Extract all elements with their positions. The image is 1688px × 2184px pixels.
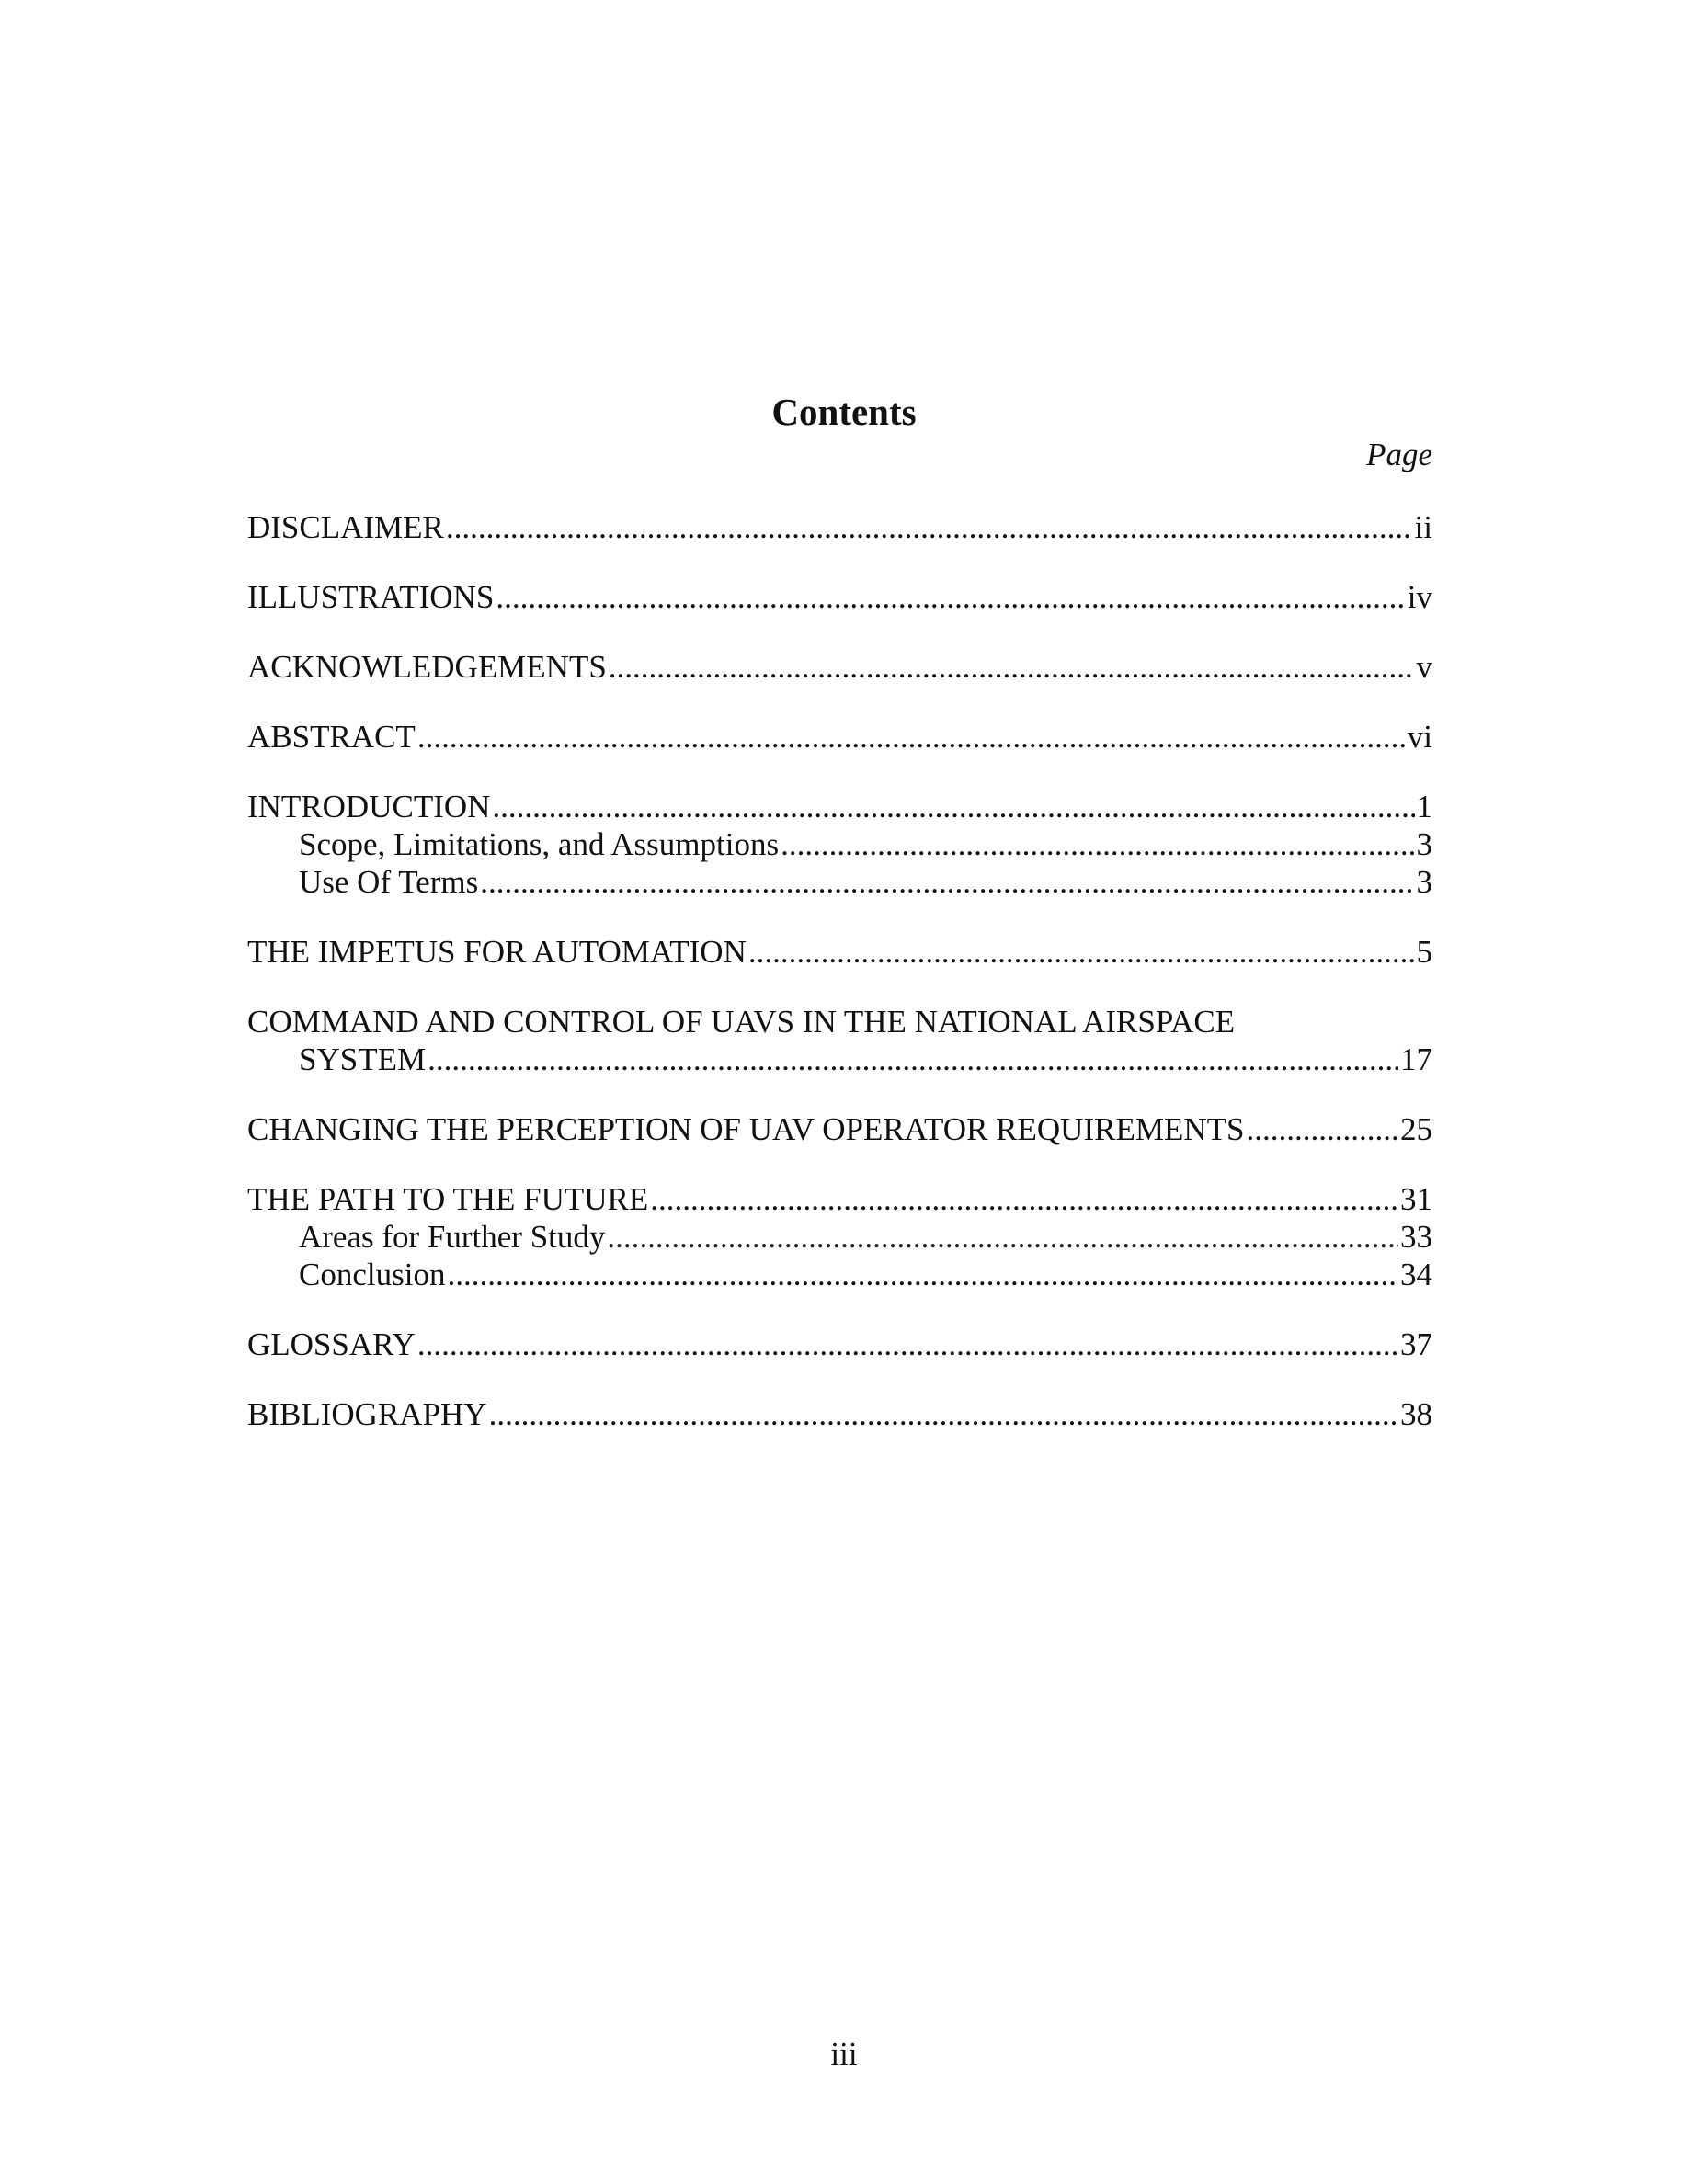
page-number: iii [830,2036,858,2072]
toc-section-glossary [247,1325,1432,1363]
dot-leader [489,1395,1398,1433]
toc-entry-page: ii [1414,509,1432,545]
toc-entry[interactable] [247,1110,1432,1148]
dot-leader [748,933,1415,971]
toc-subentry[interactable] [247,863,1432,901]
toc-subentry-label: Areas for Further Study [299,1219,606,1255]
toc-entry-page: 25 [1400,1111,1432,1147]
toc-entry-page: 5 [1416,934,1432,970]
toc-subentry-page: 33 [1400,1219,1432,1255]
page-column-heading: Page [1366,437,1432,472]
toc-subentry[interactable] [247,1256,1432,1293]
dot-leader [1246,1110,1398,1148]
toc-entry[interactable] [247,788,1432,825]
page-title: Contents [771,391,917,433]
dot-leader [417,718,1406,756]
toc-section-introduction [247,788,1432,901]
toc-entry-label: BIBLIOGRAPHY [247,1396,487,1432]
toc-section-acknowledgements [247,648,1432,686]
toc-subentry-page: 3 [1416,864,1432,900]
toc-entry-label-line1[interactable]: COMMAND AND CONTROL OF UAVS IN THE NATIONAL AIRSPACE [247,1004,1236,1040]
toc-subentry-page: 3 [1416,826,1432,862]
toc-section-illustrations [247,578,1432,616]
toc-entry-page: 31 [1400,1181,1432,1217]
toc-entry-page: 37 [1400,1326,1432,1362]
toc-subentry-label: Scope, Limitations, and Assumptions [299,826,780,862]
toc-entry-label: THE PATH TO THE FUTURE [247,1181,649,1217]
toc-entry-page: vi [1407,719,1432,755]
toc-entry-label: INTRODUCTION [247,789,491,825]
toc-entry-label: ACKNOWLEDGEMENTS [247,649,607,685]
toc-entry-page: 1 [1416,789,1432,825]
toc-section-bibliography [247,1395,1432,1433]
toc-entry-label: GLOSSARY [247,1326,416,1362]
dot-leader [781,825,1414,863]
toc-entry[interactable] [247,1180,1432,1218]
toc-entry[interactable] [247,718,1432,756]
dot-leader [492,788,1414,825]
dot-leader [609,648,1415,686]
dot-leader [650,1180,1398,1218]
toc-entry-page: v [1416,649,1432,685]
toc-section-abstract [247,718,1432,756]
toc-entry-label: THE IMPETUS FOR AUTOMATION [247,934,747,970]
toc-section-path-to-future [247,1180,1432,1293]
toc-entry-label: DISCLAIMER [247,509,444,545]
toc-entry[interactable] [247,648,1432,686]
table-of-contents [247,508,1432,1465]
toc-entry[interactable] [247,1325,1432,1363]
toc-entry-page: 38 [1400,1396,1432,1432]
dot-leader [446,508,1413,546]
dot-leader [428,1041,1398,1078]
toc-entry[interactable] [247,933,1432,971]
toc-section-disclaimer [247,508,1432,546]
toc-section-impetus [247,933,1432,971]
dot-leader [417,1325,1398,1363]
toc-entry-label: CHANGING THE PERCEPTION OF UAV OPERATOR REQUIREMENTS [247,1111,1245,1147]
toc-section-operator-requirements [247,1110,1432,1148]
toc-subentry-label: Conclusion [299,1257,446,1292]
toc-entry-page: 17 [1400,1041,1432,1077]
toc-entry[interactable] [247,1041,1432,1078]
toc-subentry-page: 34 [1400,1257,1432,1292]
dot-leader [607,1218,1398,1256]
dot-leader [496,578,1405,616]
toc-entry[interactable] [247,1395,1432,1433]
toc-entry-label: SYSTEM [299,1041,427,1077]
toc-section-command-and-control [247,1003,1432,1078]
toc-entry-page: iv [1407,579,1432,615]
toc-entry[interactable] [247,578,1432,616]
toc-entry-label: ILLUSTRATIONS [247,579,495,615]
dot-leader [480,863,1414,901]
toc-entry[interactable] [247,508,1432,546]
toc-entry-label: ABSTRACT [247,719,416,755]
toc-subentry[interactable] [247,1218,1432,1256]
toc-subentry-label: Use Of Terms [299,864,479,900]
dot-leader [447,1256,1398,1293]
toc-subentry[interactable] [247,825,1432,863]
